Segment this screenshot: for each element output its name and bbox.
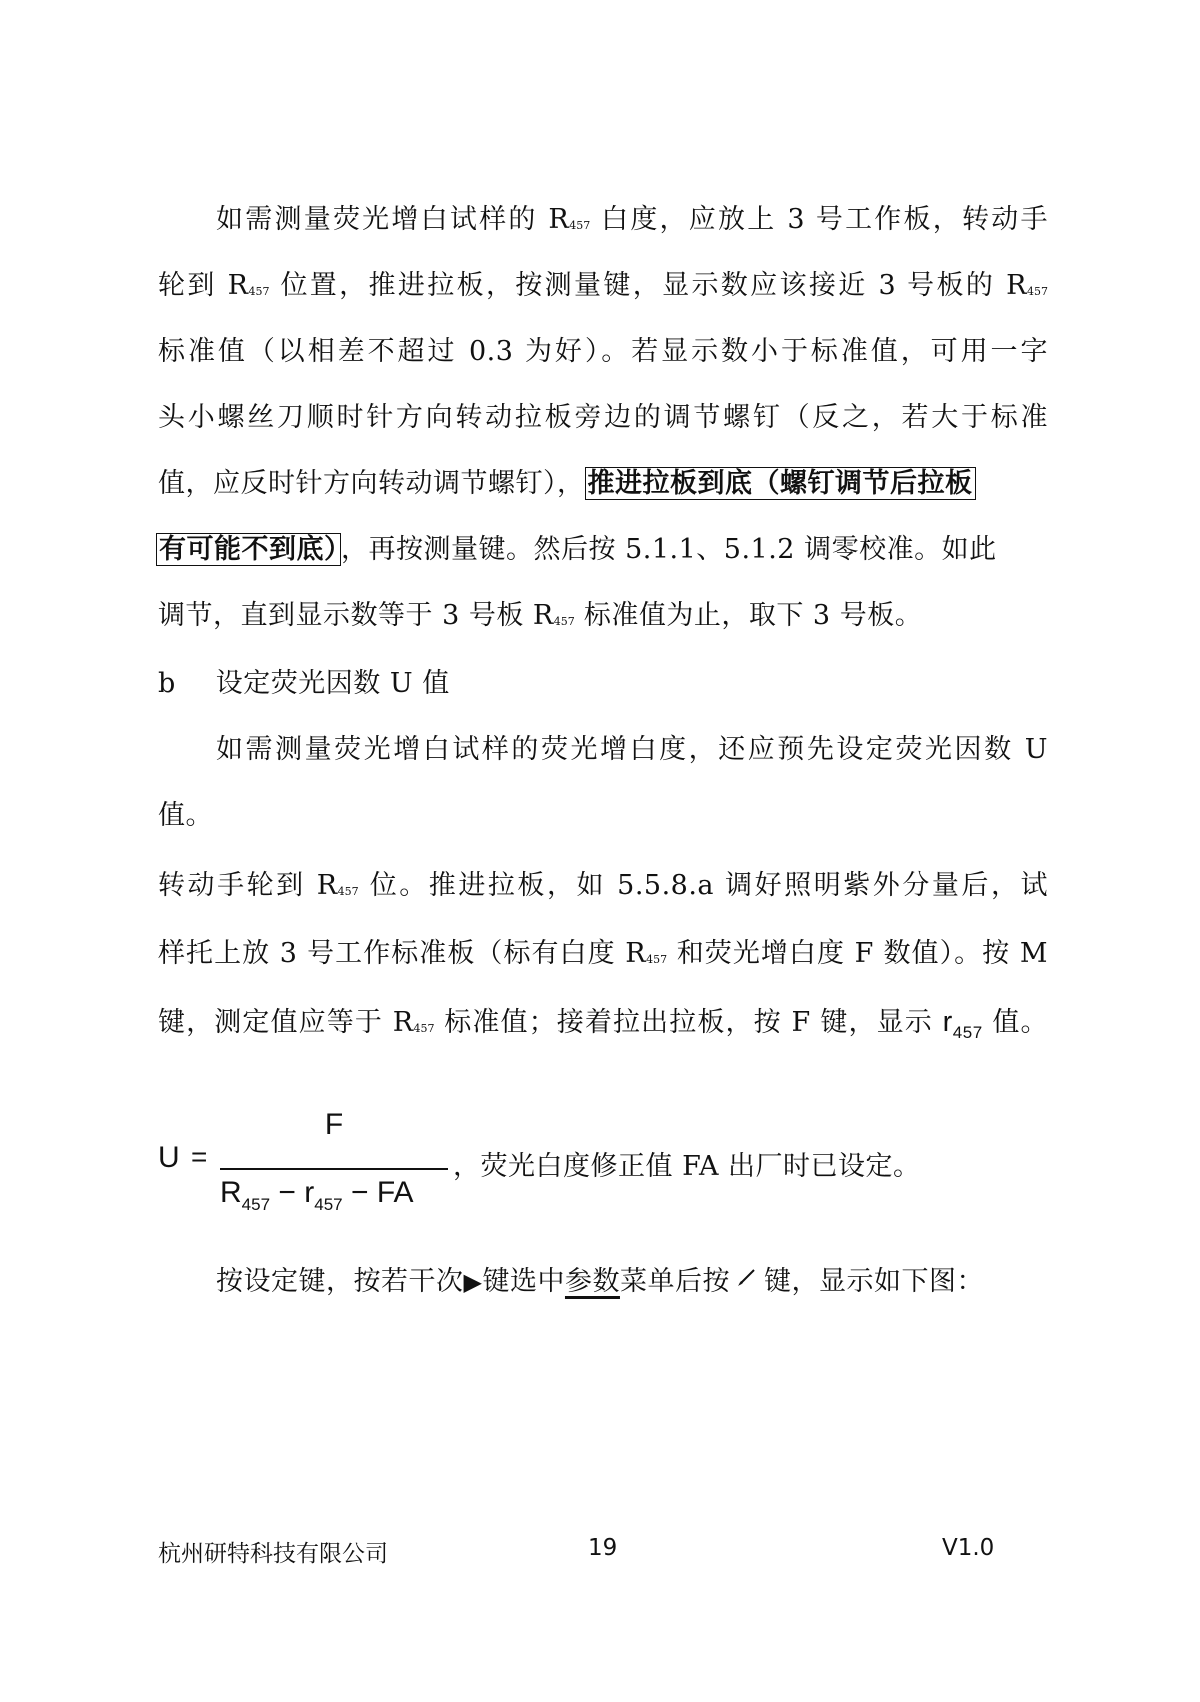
subscript: 457 bbox=[646, 953, 668, 966]
subscript: 457 bbox=[248, 285, 270, 298]
text: 键，测定值应等于 R bbox=[158, 1007, 414, 1038]
text: 值，应反时针方向转动调节螺钉）， bbox=[158, 468, 585, 499]
text: 键，显示如下图： bbox=[763, 1266, 984, 1297]
para-a-line-1 bbox=[216, 200, 1048, 246]
underlined-menu-name: 参数 bbox=[564, 1266, 620, 1297]
boxed-emphasis: 推进拉板到底（螺钉调节后拉板 bbox=[585, 467, 976, 500]
para-b-line-3 bbox=[158, 866, 1048, 912]
text: 键选中 bbox=[482, 1266, 565, 1297]
subscript: 457 bbox=[241, 1195, 271, 1214]
footer-version: V1.0 bbox=[942, 1535, 995, 1561]
text: 位。推进拉板，如 5.5.8.a 调好照明紫外分量后，试 bbox=[358, 870, 1048, 901]
para-a-line-4: 头小螺丝刀顺时针方向转动拉板旁边的调节螺钉（反之，若大于标准 bbox=[158, 402, 1048, 433]
section-b-heading bbox=[158, 664, 1048, 704]
r457-symbol bbox=[942, 1006, 983, 1042]
para-a-line-3: 标准值（以相差不超过 0.3 为好）。若显示数小于标准值，可用一字 bbox=[158, 336, 1048, 367]
text: R bbox=[220, 1176, 242, 1209]
text: 菜单后按 bbox=[619, 1266, 730, 1297]
formula-denominator bbox=[220, 1176, 460, 1215]
text: 按设定键，按若干次 bbox=[216, 1266, 464, 1297]
text: 标准值为止，取下 3 号板。 bbox=[574, 600, 923, 631]
fraction-bar bbox=[220, 1168, 448, 1170]
para-a-line-2 bbox=[158, 266, 1048, 312]
section-label: b bbox=[158, 668, 176, 699]
text: − bbox=[270, 1176, 305, 1209]
text: r bbox=[942, 1006, 953, 1038]
footer-company: 杭州研特科技有限公司 bbox=[158, 1541, 388, 1567]
subscript: 457 bbox=[952, 1023, 983, 1042]
pencil-icon bbox=[736, 1264, 758, 1290]
subscript: 457 bbox=[413, 1022, 435, 1035]
subscript: 457 bbox=[314, 1195, 343, 1214]
text: 转动手轮到 R bbox=[158, 870, 338, 901]
text: 和荧光增白度 F 数值）。按 M bbox=[667, 938, 1048, 969]
boxed-emphasis: 有可能不到底） bbox=[156, 533, 341, 566]
formula-equals: = bbox=[191, 1141, 208, 1172]
subscript: 457 bbox=[553, 615, 575, 628]
para-b-line-2: 值。 bbox=[158, 800, 213, 831]
subscript: 457 bbox=[1027, 285, 1048, 298]
section-title: 设定荧光因数 U 值 bbox=[215, 668, 450, 699]
text: − FA bbox=[342, 1176, 414, 1209]
subscript: 457 bbox=[569, 219, 591, 232]
text: 如需测量荧光增白试样的 R bbox=[216, 204, 570, 235]
text: 标准值；接着拉出拉板，按 F 键，显示 bbox=[434, 1007, 943, 1038]
instruction-line bbox=[216, 1262, 1048, 1302]
para-a-line-7 bbox=[158, 596, 1048, 642]
text: ，再按测量键。然后按 5.1.1、5.1.2 调零校准。如此 bbox=[341, 534, 997, 565]
fluorescence-factor-formula bbox=[158, 1108, 1058, 1218]
text: 白度，应放上 3 号工作板，转动手 bbox=[590, 204, 1048, 235]
footer-page-number: 19 bbox=[588, 1535, 618, 1561]
para-b-line-4 bbox=[158, 934, 1048, 980]
subscript: 457 bbox=[337, 885, 359, 898]
formula-note: ，荧光白度修正值 FA 出厂时已设定。 bbox=[453, 1151, 921, 1182]
text: 样托上放 3 号工作标准板（标有白度 R bbox=[158, 938, 647, 969]
text: r bbox=[304, 1176, 315, 1209]
text: 值。 bbox=[982, 1007, 1048, 1038]
right-arrow-icon: ▶ bbox=[463, 1268, 483, 1296]
formula-lhs: U bbox=[158, 1141, 180, 1174]
text: 调节，直到显示数等于 3 号板 R bbox=[158, 600, 554, 631]
text: 轮到 R bbox=[158, 270, 249, 301]
para-b-line-5 bbox=[158, 1002, 1048, 1053]
para-a-line-5 bbox=[158, 464, 1048, 504]
para-b-line-1: 如需测量荧光增白试样的荧光增白度，还应预先设定荧光因数 U bbox=[216, 734, 1048, 765]
formula-numerator: F bbox=[324, 1108, 344, 1141]
text: 位置，推进拉板，按测量键，显示数应该接近 3 号板的 R bbox=[269, 270, 1027, 301]
para-a-line-6 bbox=[158, 530, 1048, 570]
